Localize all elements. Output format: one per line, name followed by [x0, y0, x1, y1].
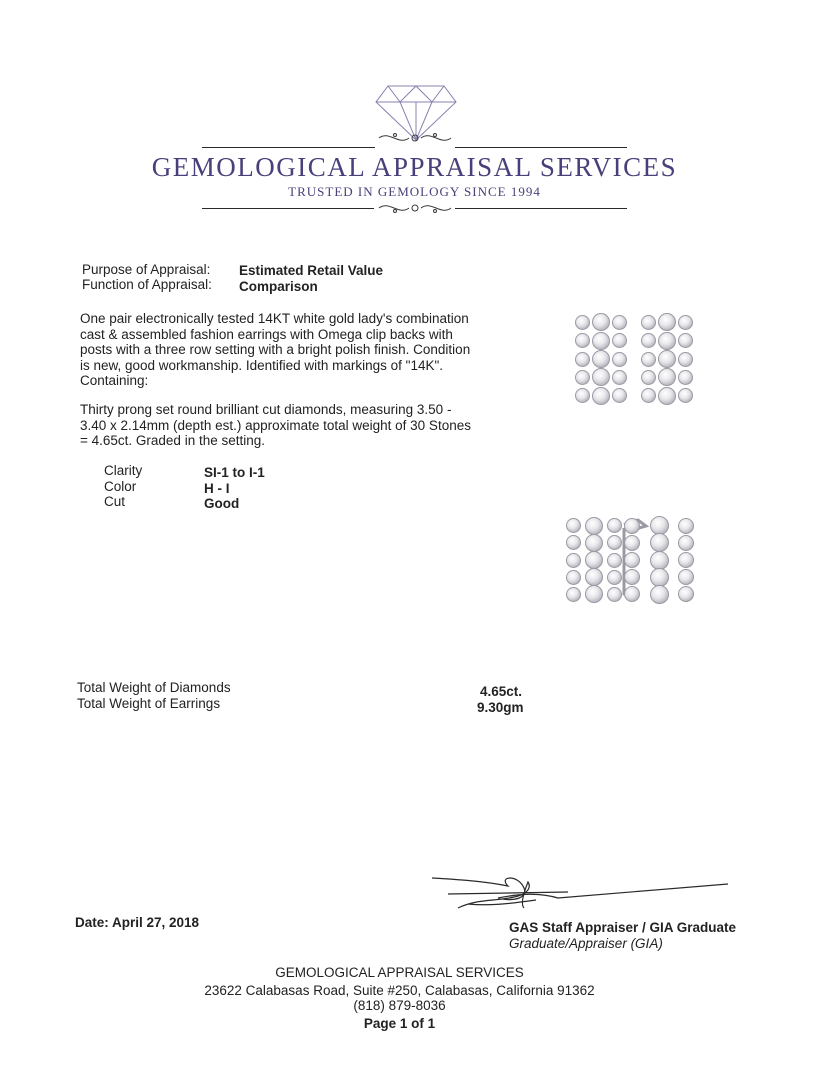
diamond-stone-icon — [678, 552, 694, 568]
diamond-stone-icon — [566, 535, 581, 550]
diamond-stone-icon — [575, 352, 590, 367]
ornament-top-icon — [375, 129, 455, 147]
diamond-stone-icon — [592, 313, 610, 331]
diamond-stone-icon — [585, 551, 603, 569]
diamond-stone-icon — [678, 352, 693, 367]
cut-label: Cut — [104, 494, 126, 509]
purpose-value: Estimated Retail Value — [239, 263, 384, 278]
description-line: One pair electronically tested 14KT white gold lady's combination — [80, 311, 469, 326]
function-value: Comparison — [239, 279, 318, 294]
clarity-value: SI-1 to I-1 — [204, 465, 265, 480]
diamond-stone-icon — [566, 553, 581, 568]
function-label: Function of Appraisal: — [82, 277, 212, 292]
diamond-stone-icon — [566, 570, 581, 585]
diamond-stone-icon — [678, 586, 694, 602]
diamond-stone-icon — [592, 368, 610, 386]
description-line: cast & assembled fashion earrings with Omega clip backs with — [80, 326, 453, 342]
cut-value: Good — [204, 496, 240, 511]
diamond-stone-icon — [650, 533, 669, 552]
description-line: Containing: — [80, 373, 149, 388]
diamond-stone-icon — [678, 388, 693, 403]
purpose-label: Purpose of Appraisal: — [82, 262, 211, 277]
diamond-stone-icon — [592, 332, 610, 350]
diamonds-line: 3.40 x 2.14mm (depth est.) approximate total weight of 30 Stones — [80, 417, 471, 433]
diamond-stone-icon — [612, 388, 627, 403]
diamond-stone-icon — [678, 370, 693, 385]
total-earrings-value: 9.30gm — [477, 700, 524, 715]
diamond-stone-icon — [658, 350, 676, 368]
color-label: Color — [104, 479, 137, 494]
diamond-stone-icon — [566, 518, 581, 533]
diamond-stone-icon — [658, 368, 676, 386]
diamond-stone-icon — [650, 568, 669, 587]
diamond-stone-icon — [585, 568, 603, 586]
company-name: GEMOLOGICAL APPRAISAL SERVICES — [151, 152, 678, 182]
diamond-stone-icon — [585, 585, 603, 603]
diamond-stone-icon — [678, 315, 693, 330]
diamond-stone-icon — [641, 352, 656, 367]
diamond-stone-icon — [650, 551, 669, 570]
color-value: H - I — [204, 481, 230, 496]
company-tagline: TRUSTED IN GEMOLOGY SINCE 1994 — [288, 184, 541, 199]
earring-front-right-image — [638, 312, 694, 404]
diamond-stone-icon — [650, 516, 669, 535]
diamond-stone-icon — [592, 350, 610, 368]
footer-address: 23622 Calabasas Road, Suite #250, Calabasas, California 91362 — [204, 983, 595, 998]
diamond-stone-icon — [592, 387, 610, 405]
appraiser-subtitle: Graduate/Appraiser (GIA) — [509, 936, 663, 951]
description-line: is new, good workmanship. Identified with markings of "14K". — [80, 357, 444, 373]
diamond-stone-icon — [641, 333, 656, 348]
diamond-stone-icon — [641, 370, 656, 385]
diamond-stone-icon — [658, 387, 676, 405]
diamond-stone-icon — [585, 517, 603, 535]
diamond-stone-icon — [678, 333, 693, 348]
diamond-stone-icon — [624, 518, 640, 534]
diamond-stone-icon — [612, 333, 627, 348]
earring-side-right-image — [618, 516, 698, 602]
diamond-stone-icon — [650, 585, 669, 604]
footer-page: Page 1 of 1 — [363, 1016, 436, 1031]
diamond-stone-icon — [612, 352, 627, 367]
earring-front-left-image — [572, 312, 628, 404]
logo-rule-top-left — [202, 147, 375, 148]
footer-phone: (818) 879-8036 — [353, 998, 446, 1013]
description-line: posts with a three row setting with a bright polish finish. Condition — [80, 342, 471, 357]
signature-image — [428, 868, 740, 912]
diamonds-line: = 4.65ct. Graded in the setting. — [80, 433, 265, 448]
diamond-stone-icon — [575, 388, 590, 403]
logo-rule-top-right — [455, 147, 627, 148]
logo-rule-bottom-left — [202, 208, 374, 209]
appraisal-date: Date: April 27, 2018 — [75, 915, 200, 930]
total-diamonds-value: 4.65ct. — [480, 684, 523, 699]
diamond-stone-icon — [641, 315, 656, 330]
diamond-stone-icon — [612, 315, 627, 330]
diamond-stone-icon — [641, 388, 656, 403]
ornament-bottom-icon — [375, 199, 455, 217]
total-earrings-label: Total Weight of Earrings — [77, 696, 221, 711]
diamond-stone-icon — [658, 332, 676, 350]
appraiser-title: GAS Staff Appraiser / GIA Graduate — [509, 920, 737, 935]
earring-side-left-image — [562, 516, 624, 602]
diamond-stone-icon — [612, 370, 627, 385]
diamond-stone-icon — [575, 370, 590, 385]
diamond-stone-icon — [575, 315, 590, 330]
footer-company: GEMOLOGICAL APPRAISAL SERVICES — [275, 965, 524, 980]
diamonds-paragraph — [80, 402, 500, 449]
description-paragraph — [80, 311, 500, 389]
diamond-stone-icon — [678, 535, 694, 551]
diamonds-line: Thirty prong set round brilliant cut diamonds, measuring 3.50 - — [80, 402, 452, 417]
diamond-stone-icon — [678, 569, 694, 585]
clarity-label: Clarity — [104, 463, 143, 478]
diamond-stone-icon — [658, 313, 676, 331]
diamond-stone-icon — [566, 587, 581, 602]
diamond-stone-icon — [585, 534, 603, 552]
total-diamonds-label: Total Weight of Diamonds — [77, 680, 231, 695]
diamond-stone-icon — [678, 518, 694, 534]
logo-rule-bottom-right — [455, 208, 627, 209]
diamond-stone-icon — [575, 333, 590, 348]
